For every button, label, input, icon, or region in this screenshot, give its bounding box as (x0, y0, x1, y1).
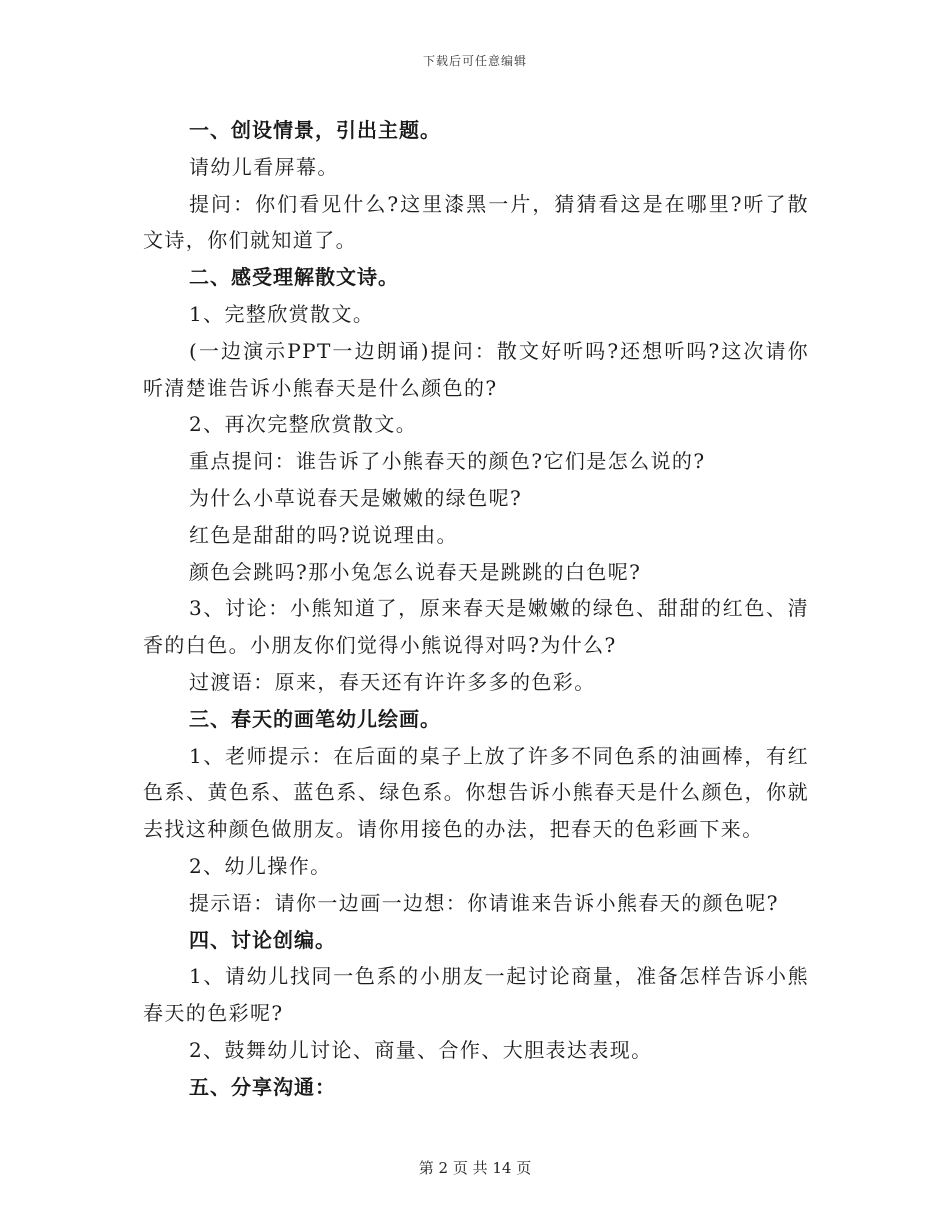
paragraph: 过渡语：原来，春天还有许许多多的色彩。 (189, 669, 596, 694)
page-number: 第 2 页 共 14 页 (418, 1159, 532, 1177)
paragraph: 提问：你们看见什么?这里漆黑一片，猜猜看这是在哪里?听了散文诗，你们就知道了。 (143, 191, 809, 253)
paragraph: 2、幼儿操作。 (189, 853, 332, 878)
section-heading: 三、春天的画笔幼儿绘画。 (189, 706, 441, 731)
paragraph: 1、请幼儿找同一色系的小朋友一起讨论商量，准备怎样告诉小熊春天的色彩呢? (143, 964, 809, 1026)
paragraph: (一边演示PPT一边朗诵)提问：散文好听吗?还想听吗?这次请你听清楚谁告诉小熊春天是什么颜色的? (143, 338, 809, 400)
page-header-note: 下载后可任意编辑 (422, 54, 527, 68)
paragraph: 请幼儿看屏幕。 (189, 154, 339, 179)
section-heading: 一、创设情景，引出主题。 (189, 118, 441, 142)
paragraph: 提示语：请你一边画一边想：你请谁来告诉小熊春天的颜色呢? (189, 890, 779, 915)
paragraph: 红色是甜甜的吗?说说理由。 (189, 522, 458, 547)
paragraph: 重点提问：谁告诉了小熊春天的颜色?它们是怎么说的? (189, 449, 706, 474)
section-heading: 二、感受理解散文诗。 (189, 265, 399, 290)
document-body (143, 112, 809, 1106)
paragraph: 1、完整欣赏散文。 (189, 301, 375, 326)
paragraph: 颜色会跳吗?那小兔怎么说春天是跳跳的白色呢? (189, 559, 642, 584)
section-heading: 四、讨论创编。 (189, 927, 336, 952)
paragraph: 1、老师提示：在后面的桌子上放了许多不同色系的油画棒，有红色系、黄色系、蓝色系、绿色系。你想告诉小熊春天是什么颜色，你就去找这种颜色做朋友。请你用接色的办法，把春天的色彩画下来。 (143, 743, 809, 842)
paragraph: 3、讨论：小熊知道了，原来春天是嫩嫩的绿色、甜甜的红色、清香的白色。小朋友你们觉得小熊说得对吗?为什么? (143, 596, 809, 658)
paragraph: 2、鼓舞幼儿讨论、商量、合作、大胆表达表现。 (189, 1037, 653, 1062)
section-heading: 五、分享沟通： (189, 1074, 336, 1099)
paragraph: 2、再次完整欣赏散文。 (189, 412, 418, 437)
paragraph: 为什么小草说春天是嫩嫩的绿色呢? (189, 485, 523, 510)
